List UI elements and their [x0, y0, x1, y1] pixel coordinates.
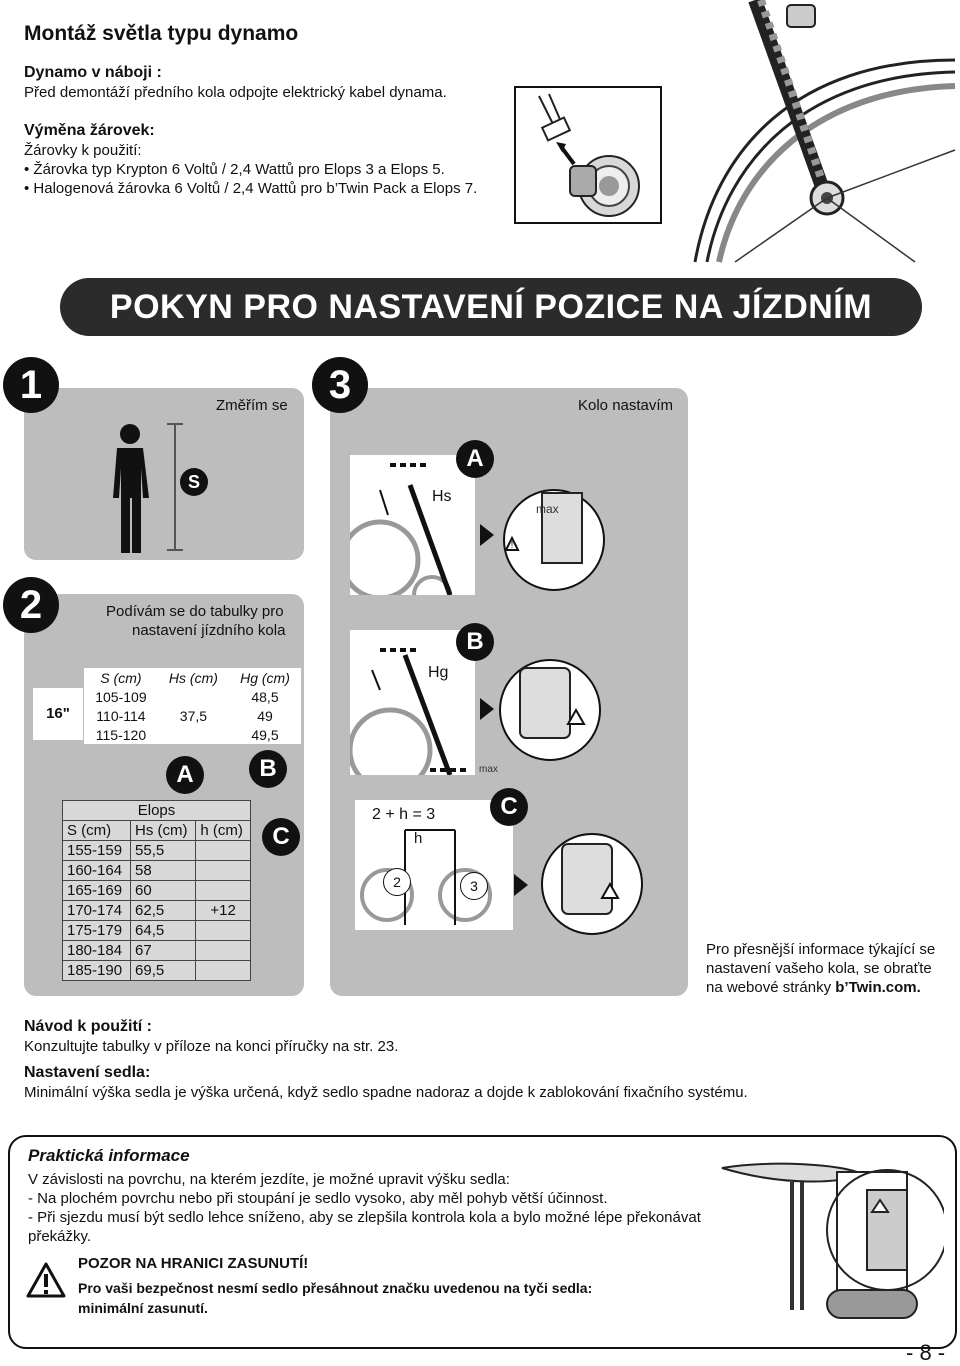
table-cell: 64,5 [131, 921, 196, 941]
section-banner: POKYN PRO NASTAVENÍ POZICE NA JÍZDNÍM KOLE [60, 278, 922, 336]
bulb-intro: Žárovky k použití: [24, 142, 142, 159]
table-row [84, 687, 301, 706]
letter-a-badge: A [166, 756, 204, 794]
table-cell: 170-174 [63, 901, 131, 921]
table-row [63, 861, 251, 881]
tip-line: - Na plochém povrchu nebo při stoupání je sedlo vysoko, aby měl pohyb větší účinnost. [28, 1190, 608, 1207]
elops-table [62, 800, 251, 981]
table-row [63, 901, 251, 921]
table-header: h (cm) [196, 821, 251, 841]
warning-text: Pro vaši bezpečnost nesmí sedlo přesáhnout značku uvedenou na tyči sedla: [78, 1280, 593, 1296]
handlebar-height-diagram [350, 630, 475, 775]
table-cell: 155-159 [63, 841, 131, 861]
table-row [63, 941, 251, 961]
table-cell: 165-169 [63, 881, 131, 901]
tip-line: V závislosti na povrchu, na kterém jezdíte, je možné upravit výšku sedla: [28, 1171, 510, 1188]
table-header: S (cm) [100, 669, 142, 686]
letter-b-badge: B [249, 750, 287, 788]
usage-heading: Návod k použití : [24, 1018, 152, 1035]
website-link[interactable]: b’Twin.com. [835, 979, 921, 996]
page-number: - 8 - [906, 1340, 946, 1365]
table-row [63, 961, 251, 981]
seat-height-diagram [350, 455, 475, 595]
seatpost-illustration [712, 1160, 944, 1340]
s-badge: S [180, 468, 208, 496]
table-cell [196, 921, 251, 941]
step2-label: Podívám se do tabulky pro [106, 603, 284, 620]
seat-max-detail [540, 832, 644, 936]
size-cell: 16" [33, 688, 83, 740]
max-label: max [479, 764, 498, 775]
table-cell: 48,5 [251, 688, 279, 705]
tip-heading: Praktická informace [28, 1146, 190, 1165]
table-cell [158, 687, 229, 706]
warning-title: POZOR NA HRANICI ZASUNUTÍ! [78, 1255, 309, 1272]
table-cell: 160-164 [63, 861, 131, 881]
arrow-icon [480, 698, 494, 720]
table-cell: +12 [196, 901, 251, 921]
step2-number: 2 [3, 577, 59, 633]
bulb-illustration [514, 86, 662, 224]
table-cell [158, 725, 229, 744]
table-cell: 180-184 [63, 941, 131, 961]
table-cell [196, 941, 251, 961]
h-label: h [414, 830, 423, 847]
table-cell [196, 861, 251, 881]
website-note: Pro přesnější informace týkající se nastavení vašeho kola, se obraťte na webové stránky b’Twin.com. [706, 941, 936, 996]
step3-number: 3 [312, 357, 368, 413]
bulb-heading: Výměna žárovek: [24, 122, 155, 139]
table-header: S (cm) [63, 821, 131, 841]
warning-text: minimální zasunutí. [78, 1300, 208, 1316]
table-row [63, 881, 251, 901]
step1-number: 1 [3, 357, 59, 413]
table-cell: 175-179 [63, 921, 131, 941]
table-header: Hg (cm) [240, 669, 290, 686]
table-row [63, 841, 251, 861]
formula-label: 2 + h = 3 [372, 806, 436, 823]
table-cell: 115-120 [95, 726, 147, 743]
step2-label: nastavení jízdního kola [132, 622, 286, 639]
elops-title: Elops [63, 801, 251, 821]
max-label: max [536, 502, 559, 516]
table-cell [196, 961, 251, 981]
table-cell: 105-109 [95, 688, 147, 705]
table-cell [196, 881, 251, 901]
hub-heading: Dynamo v náboji : [24, 64, 162, 81]
table-cell: 49 [257, 707, 273, 724]
table-row [84, 725, 301, 744]
step3-label: Kolo nastavím [578, 397, 674, 414]
hs-label: Hs [432, 488, 452, 505]
table-header-row [84, 668, 301, 687]
table-cell: 58 [131, 861, 196, 881]
table-cell: 69,5 [131, 961, 196, 981]
bike-fork-illustration [675, 0, 960, 265]
tip-line: - Při sjezdu musí být sedlo lehce sníženo, aby se zlepšila kontrola kola a bylo možné lépe překonávat překážky. [28, 1209, 701, 1245]
letter-a-badge: A [456, 440, 494, 478]
hub-text: Před demontáží předního kola odpojte elektrický kabel dynama. [24, 84, 447, 101]
two-badge: 2 [383, 868, 411, 896]
stem-max-detail [498, 658, 602, 762]
table-header: Hs (cm) [131, 821, 196, 841]
bulb-item: • Žárovka typ Krypton 6 Voltů / 2,4 Wattů pro Elops 3 a Elops 5. [24, 161, 445, 178]
table-cell: 49,5 [251, 726, 279, 743]
table-cell: 62,5 [131, 901, 196, 921]
hg-label: Hg [428, 664, 449, 681]
warning-icon [26, 1262, 66, 1298]
usage-text: Konzultujte tabulky v příloze na konci příručky na str. 23. [24, 1038, 399, 1055]
table-row [63, 921, 251, 941]
three-badge: 3 [460, 872, 488, 900]
arrow-icon [480, 524, 494, 546]
table-cell: 110-114 [96, 707, 146, 724]
letter-c-badge: C [490, 788, 528, 826]
page-title: Montáž světla typu dynamo [24, 22, 299, 45]
svg-text:!: ! [510, 540, 514, 550]
table-cell: 60 [131, 881, 196, 901]
letter-b-badge: B [456, 623, 494, 661]
letter-c-badge: C [262, 818, 300, 856]
table-header-row [63, 821, 251, 841]
arrow-icon [514, 874, 528, 896]
table-16 [84, 668, 301, 744]
saddle-text: Minimální výška sedla je výška určená, když sedlo spadne nadoraz a dojde k zablokování fixačního systému. [24, 1084, 748, 1101]
step1-label: Změřím se [216, 397, 288, 414]
saddle-heading: Nastavení sedla: [24, 1064, 151, 1081]
table-cell: 37,5 [179, 707, 208, 724]
bulb-item: • Halogenová žárovka 6 Voltů / 2,4 Wattů pro b’Twin Pack a Elops 7. [24, 180, 478, 197]
table-row [84, 706, 301, 725]
table-cell [196, 841, 251, 861]
table-cell: 67 [131, 941, 196, 961]
table-title-row [63, 801, 251, 821]
table-cell: 55,5 [131, 841, 196, 861]
table-header: Hs (cm) [168, 669, 218, 686]
table-cell: 185-190 [63, 961, 131, 981]
